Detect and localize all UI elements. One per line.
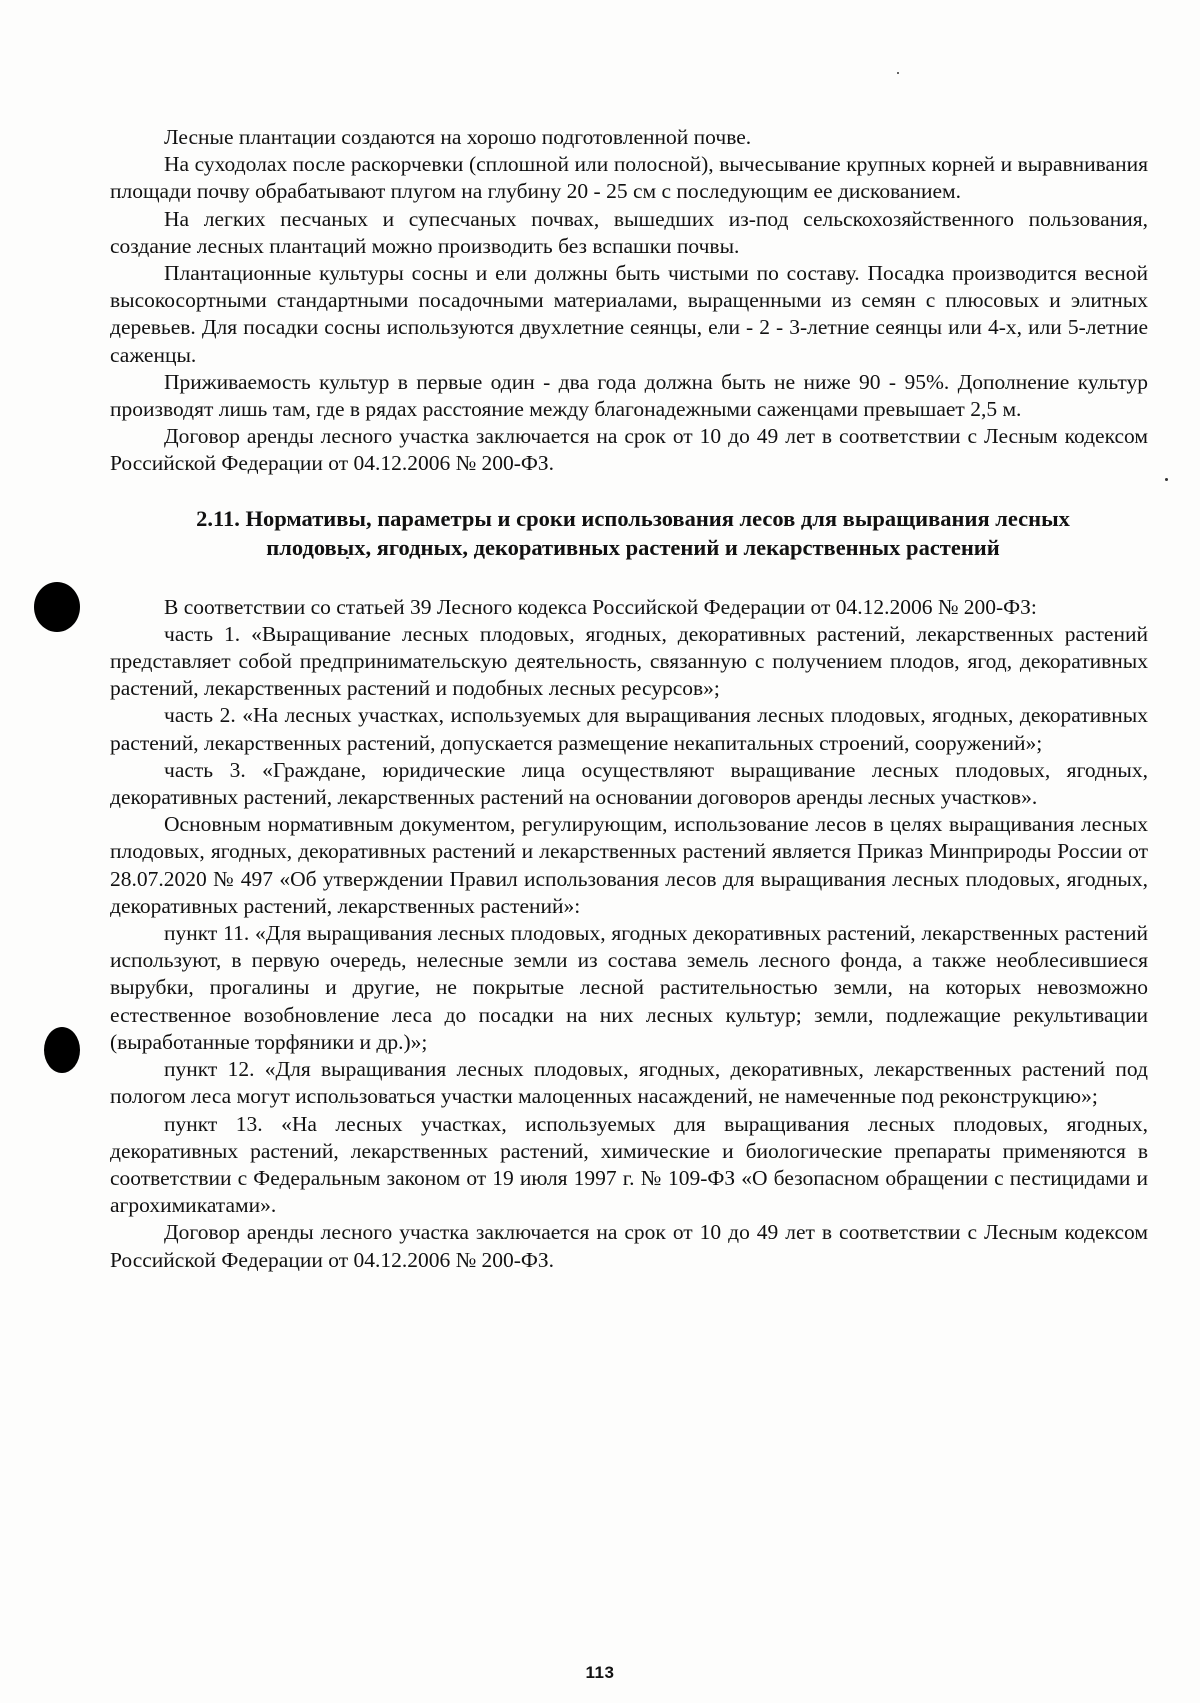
body-paragraph: Плантационные культуры сосны и ели должны быть чистыми по составу. Посадка производится весной высокосортными стандартными посадочными материалами, выращенными из семян с плюсовых и элитных деревьев. Для посадки сосны используются двухлетние сеянцы, ели - 2 - 3-летние сеянцы или 4-х, или 5-летние саженцы. bbox=[110, 261, 1148, 367]
section-heading-line: 2.11. Нормативы, параметры и сроки использования лесов для выращивания лесных bbox=[196, 505, 1070, 531]
body-paragraph: Договор аренды лесного участка заключается на срок от 10 до 49 лет в соответствии с Лесным кодексом Российской Федерации от 04.12.2006 № 200-ФЗ. bbox=[110, 1220, 1148, 1272]
body-paragraph: Основным нормативным документом, регулирующим, использование лесов в целях выращивания лесных плодовых, ягодных, декоративных растений и лекарственных растений является Приказ Минприроды России от 28.07.2020 № 497 «Об утверждении Правил использования лесов для выращивания лесных плодовых, ягодных, декоративных растений, лекарственных растений»: bbox=[110, 812, 1148, 918]
body-paragraph: Приживаемость культур в первые один - два года должна быть не ниже 90 - 95%. Дополнение культур производят лишь там, где в рядах расстояние между благонадежными саженцами превышает 2,5 м. bbox=[110, 369, 1148, 422]
body-paragraph: Лесные плантации создаются на хорошо подготовленной почве. bbox=[164, 125, 752, 149]
body-paragraph: пункт 13. «На лесных участках, используемых для выращивания лесных плодовых, ягодных, декоративных растений, лекарственных растений, химические и биологические препараты применяются в соответствии с Федеральным законом от 19 июля 1997 г. № 109-ФЗ «О безопасном обращении с пестицидами и агрохимикатами». bbox=[110, 1111, 1148, 1218]
body-paragraph: На легких песчаных и супесчаных почвах, вышедших из-под сельскохозяйственного пользования, создание лесных плантаций можно производить без вспашки почвы. bbox=[110, 206, 1148, 258]
body-paragraph: пункт 12. «Для выращивания лесных плодовых, ягодных, декоративных, лекарственных растений под пологом леса могут использоваться участки малоценных насаждений, не намеченные под реконструкцию»; bbox=[110, 1057, 1148, 1109]
body-paragraph: часть 2. «На лесных участках, используемых для выращивания лесных плодовых, ягодных, декоративных растений, лекарственных растений, допускается размещение некапитальных строений, сооружений»; bbox=[110, 703, 1148, 755]
body-paragraph: В соответствии со статьей 39 Лесного кодекса Российской Федерации от 04.12.2006 № 200-ФЗ: bbox=[164, 594, 1037, 619]
scan-speck bbox=[897, 72, 899, 74]
scan-speck bbox=[1165, 478, 1168, 481]
body-paragraph: часть 3. «Граждане, юридические лица осуществляют выращивание лесных плодовых, ягодных, декоративных растений, лекарственных растений на основании договоров аренды лесных участков». bbox=[110, 757, 1148, 810]
section-heading-line: плодовых, ягодных, декоративных растений и лекарственных растений bbox=[266, 534, 1000, 560]
body-paragraph: Договор аренды лесного участка заключается на срок от 10 до 49 лет в соответствии с Лесным кодексом Российской Федерации от 04.12.2006 № 200-ФЗ. bbox=[110, 424, 1148, 476]
page-number: 113 bbox=[585, 1663, 615, 1682]
body-paragraph: пункт 11. «Для выращивания лесных плодовых, ягодных декоративных растений, лекарственных растений используют, в первую очередь, нелесные земли из состава земель лесного фонда, а также необлесившиеся вырубки, прогалины и другие, не покрытые лесной растительностью земли, на которых невозможно естественное возобновление леса до посадки на них лесных культур; земли, подлежащие рекультивации (выработанные торфяники и др.)»; bbox=[110, 921, 1148, 1054]
punch-hole-mark bbox=[44, 1027, 80, 1073]
body-paragraph: часть 1. «Выращивание лесных плодовых, ягодных, декоративных растений, лекарственных растений представляет собой предпринимательскую деятельность, связанную с получением плодов, ягод, декоративных растений, лекарственных растений и подобных лесных ресурсов»; bbox=[110, 621, 1148, 701]
section-heading bbox=[110, 504, 1148, 562]
punch-hole-mark bbox=[34, 582, 80, 632]
body-paragraph: На суходолах после раскорчевки (сплошной или полосной), вычесывание крупных корней и выравнивания площади почву обрабатывают плугом на глубину 20 - 25 см с последующим ее дискованием. bbox=[110, 152, 1148, 204]
document-body bbox=[110, 124, 1148, 1274]
